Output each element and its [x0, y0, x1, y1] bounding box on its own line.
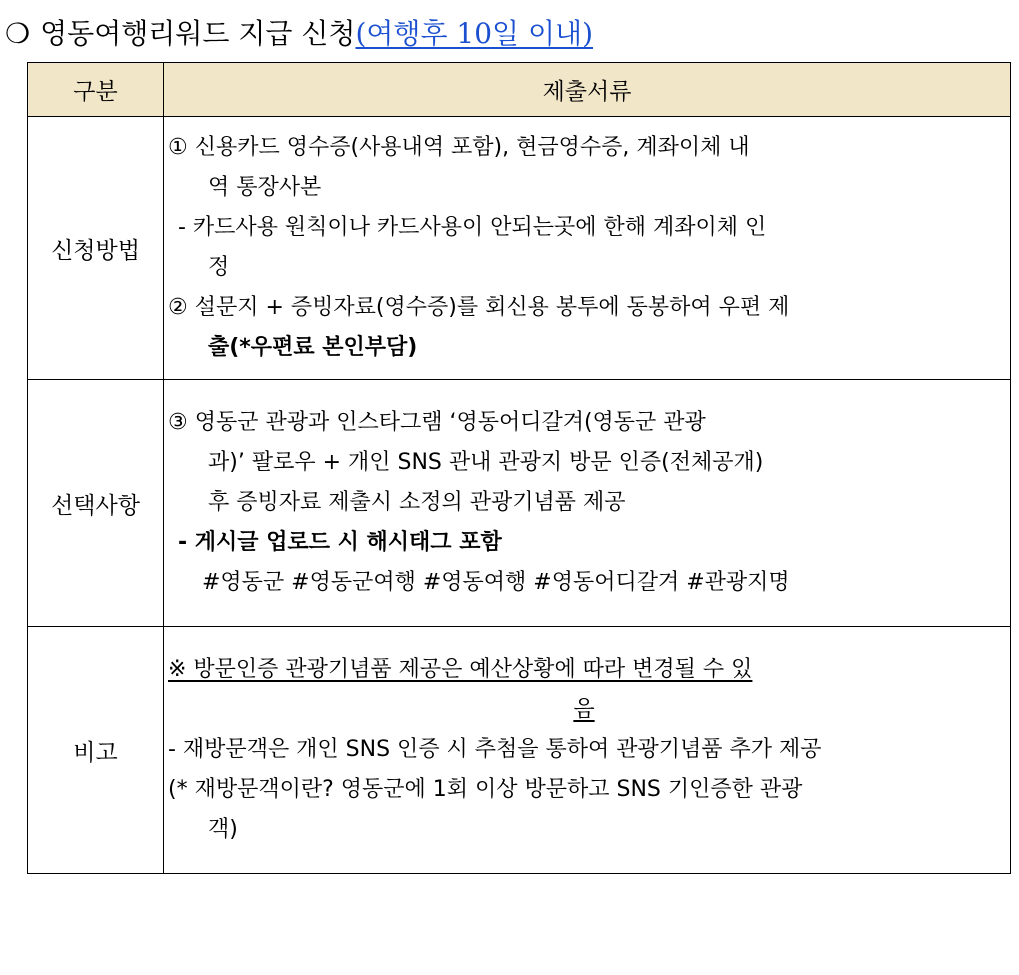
- list-item: - 재방문객은 개인 SNS 인증 시 추첨을 통하여 관광기념품 추가 제공: [168, 737, 822, 762]
- list-item: - 게시글 업로드 시 해시태그 포함: [178, 530, 502, 555]
- row-content: [164, 380, 1011, 627]
- list-item: #영동군 #영동군여행 #영동여행 #영동어디갈겨 #관광지명: [202, 570, 790, 595]
- list-item: ③ 영동군 관광과 인스타그램 ‘영동어디갈겨(영동군 관광: [168, 410, 706, 435]
- list-item: 출(*우편료 본인부담): [208, 335, 418, 360]
- list-item: - 카드사용 원칙이나 카드사용이 안되는곳에 한해 계좌이체 인: [178, 215, 767, 240]
- table-row: [28, 627, 1011, 874]
- header-category: 구분: [28, 63, 164, 117]
- list-item: 객): [208, 817, 238, 842]
- table-header-row: [28, 63, 1011, 117]
- row-label: 신청방법: [28, 117, 164, 380]
- row-label: 비고: [28, 627, 164, 874]
- list-item: ※ 방문인증 관광기념품 제공은 예산상황에 따라 변경될 수 있: [168, 657, 753, 682]
- header-documents: 제출서류: [164, 63, 1011, 117]
- list-item: 후 증빙자료 제출시 소정의 관광기념품 제공: [208, 490, 626, 515]
- row-label: 선택사항: [28, 380, 164, 627]
- list-item: ① 신용카드 영수증(사용내역 포함), 현금영수증, 계좌이체 내: [168, 135, 750, 160]
- list-item: ② 설문지 + 증빙자료(영수증)를 회신용 봉투에 동봉하여 우편 제: [168, 295, 790, 320]
- list-item: 역 통장사본: [208, 175, 322, 200]
- table-row: [28, 380, 1011, 627]
- list-item: (* 재방문객이란? 영동군에 1회 이상 방문하고 SNS 기인증한 관광: [168, 777, 803, 802]
- table-row: [28, 117, 1011, 380]
- row-content: [164, 117, 1011, 380]
- submission-table: [27, 62, 1011, 874]
- deadline-note: (여행후 10일 이내): [355, 17, 594, 50]
- list-item: 과)’ 팔로우 + 개인 SNS 관내 관광지 방문 인증(전체공개): [208, 450, 764, 475]
- list-item: 정: [208, 255, 230, 280]
- section-title: 영동여행리워드 지급 신청: [40, 17, 356, 50]
- row-content: [164, 627, 1011, 874]
- section-heading: [5, 10, 593, 58]
- circle-bullet-icon: ❍: [5, 17, 31, 50]
- list-item: 음: [573, 697, 595, 722]
